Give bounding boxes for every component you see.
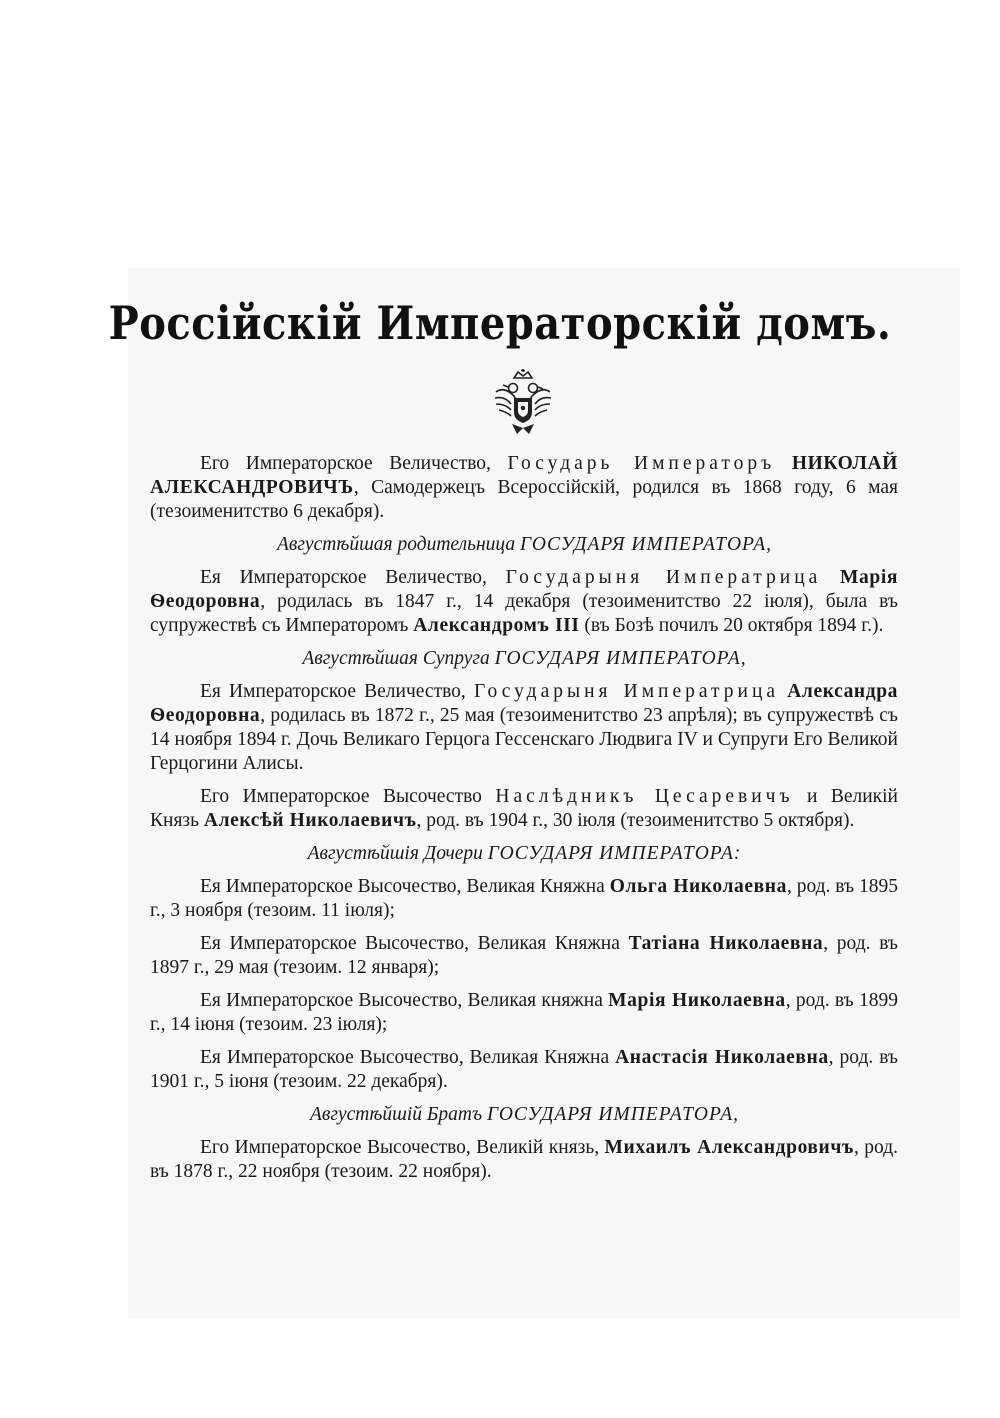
text-run: Государь Императоръ (507, 453, 776, 474)
section-heading (150, 842, 898, 866)
page-title: Россійскій Императорскій домъ. (108, 296, 892, 351)
text-run: , Самодержецъ Всероссійскій, родился въ 1868 году, 6 мая (тезоименитство 6 декабря). (150, 477, 898, 522)
text-run: Государыня Императрица (505, 567, 822, 588)
text-run: , род. въ 1895 г., 3 ноября (тезоим. 11 іюля); (150, 876, 898, 921)
text-run: Августѣйшая Супруга (302, 648, 495, 669)
text-run: , родилась въ 1847 г., 14 декабря (тезоименитство 22 іюля), была въ супружествѣ съ Императоромъ (150, 591, 898, 636)
text-run: ГОСУДАРЯ ИМПЕРАТОРА (520, 534, 767, 555)
text-run: ГОСУДАРЯ ИМПЕРАТОРА (487, 843, 734, 864)
text-run: Его Императорское Величество, (200, 453, 508, 474)
text-run: , (740, 648, 746, 669)
document-body (150, 452, 898, 1193)
entry-paragraph (150, 989, 898, 1037)
section-heading (150, 1103, 898, 1127)
text-run: , род. въ 1904 г., 30 іюля (тезоименитство 5 октября). (416, 810, 855, 831)
text-run: , род. въ 1899 г., 14 іюня (тезоим. 23 іюля); (150, 990, 899, 1035)
text-run: Ея Императорское Величество, (200, 567, 506, 588)
text-run: Ея Императорское Высочество, Великая княжна (200, 990, 609, 1011)
text-run: , род. въ 1901 г., 5 іюня (тезоим. 22 декабря). (150, 1047, 898, 1092)
section-heading (150, 647, 898, 671)
text-run: Ея Императорское Высочество, Великая Княжна (200, 1047, 616, 1068)
person-name: НИКОЛАЙ АЛЕКСАНДРОВИЧЪ (150, 453, 898, 498)
entry-paragraph (150, 932, 898, 980)
person-name: Анастасія Николаевна (615, 1047, 829, 1068)
text-run: , родилась въ 1872 г., 25 мая (тезоименитство 23 апрѣля); въ супружествѣ съ 14 ноября 1894 г. Дочь Великаго Герцога Гессенскаго Людвига IV и Супруги Его Великой Герцогини Алисы. (150, 705, 898, 774)
person-name: Ольга Николаевна (609, 876, 787, 897)
entry-paragraph (150, 875, 898, 923)
double-headed-eagle-icon (492, 368, 554, 440)
section-heading (150, 533, 898, 557)
person-name: Александромъ III (413, 615, 580, 636)
entry-paragraph (150, 1046, 898, 1094)
entry-paragraph (150, 566, 898, 638)
text-run: , род. въ 1897 г., 29 мая (тезоим. 12 января); (150, 933, 898, 978)
text-run: : (733, 843, 741, 864)
entry-paragraph (150, 1136, 898, 1184)
text-run: Ея Императорское Высочество, Великая Княжна (200, 876, 610, 897)
text-run: , род. въ 1878 г., 22 ноября (тезоим. 22 ноября). (150, 1137, 898, 1182)
text-run: Августѣйшія Дочери (307, 843, 488, 864)
entry-paragraph (150, 785, 898, 833)
person-name: Марія Ѳеодоровна (150, 567, 899, 612)
entry-paragraph (150, 680, 898, 776)
text-run: , (733, 1104, 738, 1125)
text-run (821, 567, 840, 588)
person-name: Татіана Николаевна (628, 933, 824, 954)
entry-paragraph (150, 452, 898, 524)
text-run: , (766, 534, 772, 555)
person-name: Михаилъ Александровичъ (604, 1137, 854, 1158)
text-run: Государыня Императрица (473, 681, 780, 702)
text-run: (въ Бозѣ почилъ 20 октября 1894 г.). (579, 615, 884, 636)
text-run: Ея Императорское Величество, (200, 681, 474, 702)
text-run: ГОСУДАРЯ ИМПЕРАТОРА (494, 648, 741, 669)
text-run: и Великій Князь (150, 786, 898, 831)
person-name: Алексѣй Николаевичъ (203, 810, 417, 831)
text-run: Августѣйшій Братъ (310, 1104, 487, 1125)
text-run: Ея Императорское Высочество, Великая Княжна (200, 933, 629, 954)
text-run (775, 453, 792, 474)
text-run: Его Императорское Высочество (200, 786, 496, 807)
text-run: ГОСУДАРЯ ИМПЕРАТОРА (486, 1104, 734, 1125)
person-name: Марія Николаевна (608, 990, 786, 1011)
person-name: Александра Ѳеодоровна (150, 681, 899, 726)
text-run: Его Императорское Высочество, Великій князь, (200, 1137, 605, 1158)
text-run: Августѣйшая родительница (276, 534, 521, 555)
text-run: Наслѣдникъ Цесаревичъ (495, 786, 794, 807)
